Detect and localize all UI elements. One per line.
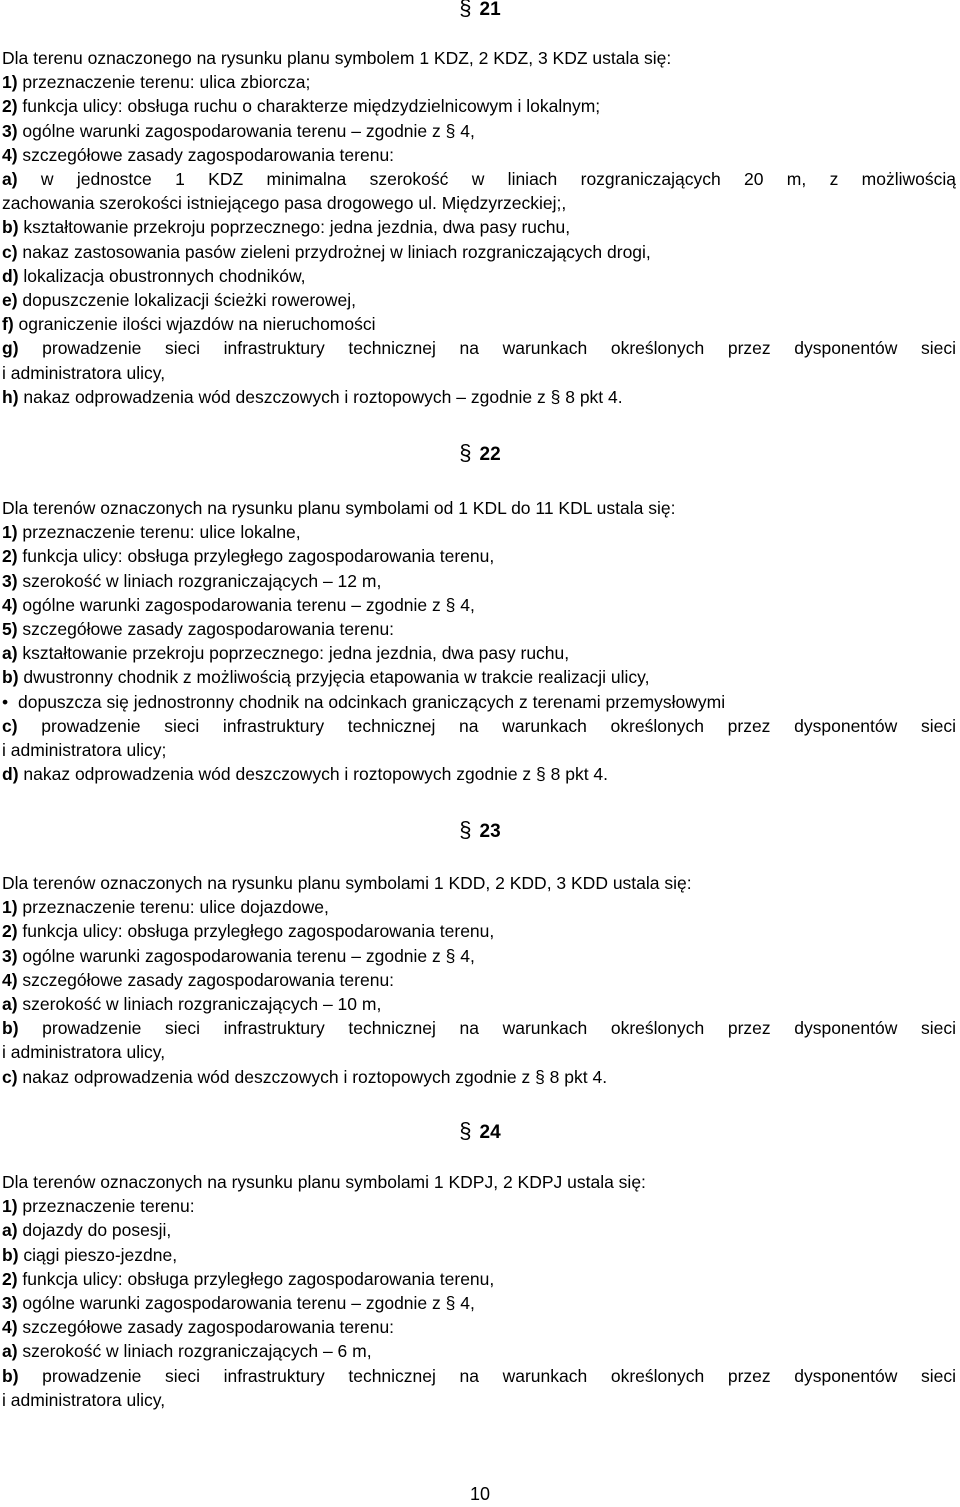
list-item: a) dojazdy do posesji, (2, 1220, 172, 1241)
list-item: e) dopuszczenie lokalizacji ścieżki rowerowej, (2, 290, 357, 311)
list-item: 3) szerokość w liniach rozgraniczających – 12 m, (2, 570, 382, 591)
bullet-icon: • (2, 691, 9, 712)
section-24-body (2, 1170, 956, 1412)
list-item: b) prowadzenie sieci infrastruktury technicznej na warunkach określonych przez dysponentów sieci (2, 1365, 956, 1386)
list-item: a) w jednostce 1 KDZ minimalna szerokość w liniach rozgraniczających 20 m, z możliwością (2, 169, 956, 190)
list-item: a) kształtowanie przekroju poprzecznego: jedna jezdnia, dwa pasy ruchu, (2, 643, 570, 664)
list-item: a) szerokość w liniach rozgraniczających – 6 m, (2, 1341, 372, 1362)
list-item: d) nakaz odprowadzenia wód deszczowych i roztopowych zgodnie z § 8 pkt 4. (2, 764, 609, 785)
list-item: 4) szczegółowe zasady zagospodarowania terenu: (2, 144, 395, 165)
section-intro: Dla terenu oznaczonego na rysunku planu symbolem 1 KDZ, 2 KDZ, 3 KDZ ustala się: (2, 48, 672, 68)
list-item-continuation: zachowania szerokości istniejącego pasa drogowego ul. Międzyrzeckiej;, (2, 193, 567, 214)
list-item: 2) funkcja ulicy: obsługa przyległego zagospodarowania terenu, (2, 1268, 495, 1289)
list-item: b) dwustronny chodnik z możliwością przyjęcia etapowania w trakcie realizacji ulicy, (2, 667, 650, 688)
bullet-item: • dopuszcza się jednostronny chodnik na odcinkach graniczących z terenami przemysłowymi (2, 690, 956, 714)
section-heading-23 (0, 818, 960, 844)
list-item: 3) ogólne warunki zagospodarowania terenu – zgodnie z § 4, (2, 945, 475, 966)
section-intro: Dla terenów oznaczonych na rysunku planu symbolami 1 KDPJ, 2 KDPJ ustala się: (2, 1172, 646, 1192)
list-item: 2) funkcja ulicy: obsługa przyległego zagospodarowania terenu, (2, 546, 495, 567)
list-item-continuation: i administratora ulicy; (2, 740, 167, 761)
list-item-continuation: i administratora ulicy, (2, 1389, 166, 1410)
list-item: 2) funkcja ulicy: obsługa ruchu o charakterze międzydzielnicowym i lokalnym; (2, 96, 601, 117)
section-number: 24 (479, 1122, 501, 1143)
section-23-body (2, 871, 956, 1089)
list-item: 4) ogólne warunki zagospodarowania terenu – zgodnie z § 4, (2, 594, 475, 615)
section-symbol: § (459, 817, 472, 842)
section-symbol: § (459, 440, 472, 465)
page-number: 10 (469, 1484, 491, 1504)
list-item: f) ograniczenie ilości wjazdów na nieruchomości (2, 314, 376, 335)
section-symbol: § (459, 0, 472, 20)
list-item: g) prowadzenie sieci infrastruktury technicznej na warunkach określonych przez dysponentów sieci (2, 338, 956, 359)
list-item-continuation: i administratora ulicy, (2, 1042, 166, 1063)
list-item: 2) funkcja ulicy: obsługa przyległego zagospodarowania terenu, (2, 921, 495, 942)
section-symbol: § (459, 1118, 472, 1143)
list-item-continuation: i administratora ulicy, (2, 362, 166, 383)
list-item: 4) szczegółowe zasady zagospodarowania terenu: (2, 1317, 395, 1338)
list-item: 1) przeznaczenie terenu: ulica zbiorcza; (2, 72, 311, 93)
section-heading-21 (0, 0, 960, 22)
section-heading-24 (0, 1119, 960, 1145)
list-item: c) prowadzenie sieci infrastruktury technicznej na warunkach określonych przez dysponentów sieci (2, 715, 956, 736)
list-item: 3) ogólne warunki zagospodarowania terenu – zgodnie z § 4, (2, 1293, 475, 1314)
section-number: 22 (479, 444, 501, 465)
section-22-body (2, 496, 956, 786)
section-number: 21 (479, 0, 501, 20)
list-item: c) nakaz odprowadzenia wód deszczowych i roztopowych zgodnie z § 8 pkt 4. (2, 1066, 608, 1087)
list-item: 3) ogólne warunki zagospodarowania terenu – zgodnie z § 4, (2, 120, 475, 141)
section-number: 23 (479, 821, 501, 842)
list-item: 1) przeznaczenie terenu: (2, 1196, 195, 1217)
section-heading-22 (0, 441, 960, 467)
list-item: h) nakaz odprowadzenia wód deszczowych i roztopowych – zgodnie z § 8 pkt 4. (2, 386, 623, 407)
list-item: 1) przeznaczenie terenu: ulice lokalne, (2, 522, 301, 543)
section-intro: Dla terenów oznaczonych na rysunku planu symbolami od 1 KDL do 11 KDL ustala się: (2, 498, 676, 518)
list-item: 5) szczegółowe zasady zagospodarowania terenu: (2, 619, 395, 640)
list-item: a) szerokość w liniach rozgraniczających – 10 m, (2, 994, 382, 1015)
list-item: d) lokalizacja obustronnych chodników, (2, 265, 306, 286)
list-item: b) prowadzenie sieci infrastruktury technicznej na warunkach określonych przez dysponentów sieci (2, 1018, 956, 1039)
list-item: c) nakaz zastosowania pasów zieleni przydrożnej w liniach rozgraniczających drogi, (2, 241, 651, 262)
section-21-body (2, 46, 956, 409)
list-item: 4) szczegółowe zasady zagospodarowania terenu: (2, 969, 395, 990)
list-item: 1) przeznaczenie terenu: ulice dojazdowe, (2, 897, 329, 918)
section-intro: Dla terenów oznaczonych na rysunku planu symbolami 1 KDD, 2 KDD, 3 KDD ustala się: (2, 873, 692, 893)
list-item: b) ciągi pieszo-jezdne, (2, 1244, 178, 1265)
list-item: b) kształtowanie przekroju poprzecznego: jedna jezdnia, dwa pasy ruchu, (2, 217, 571, 238)
